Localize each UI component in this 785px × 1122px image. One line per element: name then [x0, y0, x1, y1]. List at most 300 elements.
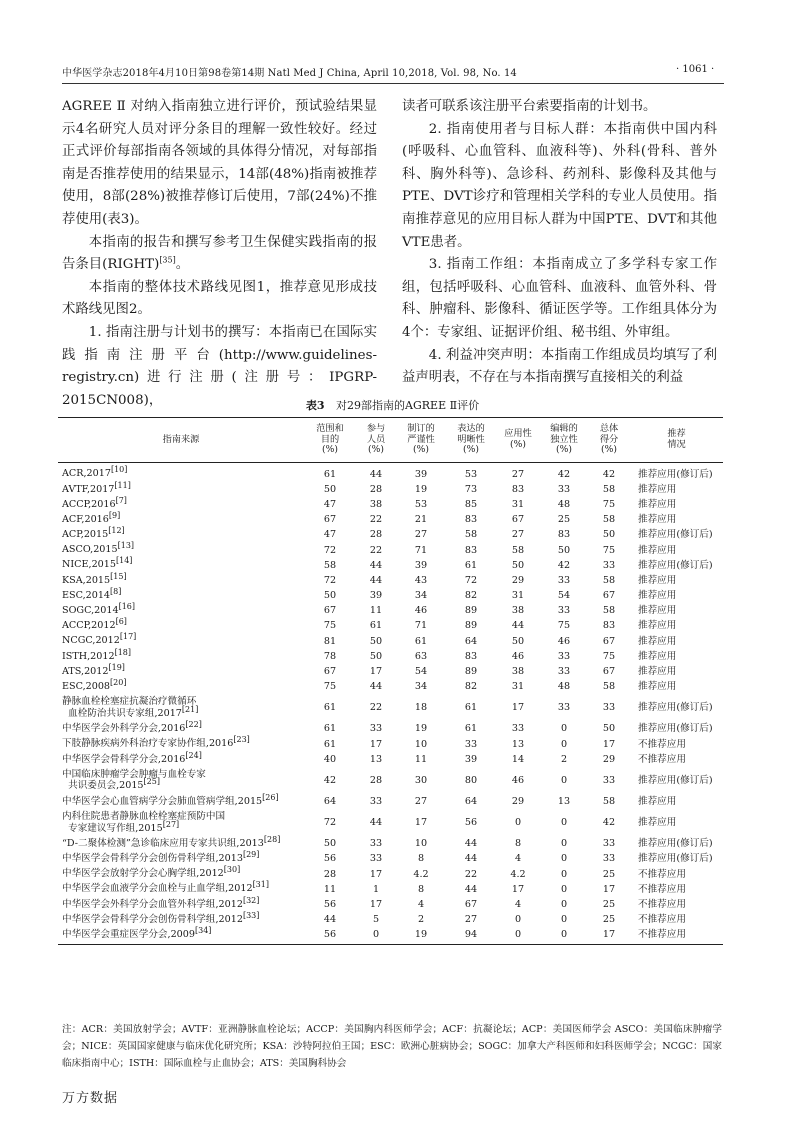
- guideline-source: NCGC,2012[17]: [62, 632, 137, 647]
- score-cell: 11: [323, 883, 337, 895]
- score-cell: 25: [602, 914, 616, 926]
- guideline-source: 中华医学会重症医学分会,2009[34]: [58, 927, 304, 945]
- score-cell: 58: [323, 559, 337, 571]
- guideline-source: 中华医学会血液学分会血栓与止血学组,2012[31]: [62, 880, 269, 895]
- score-cell: 58: [602, 681, 616, 693]
- score-cell: 17: [369, 738, 383, 750]
- score-cell: 39: [414, 559, 428, 571]
- citation: [29]: [242, 849, 260, 859]
- score-cell: 58: [511, 544, 525, 556]
- citation: [34]: [195, 925, 212, 935]
- table-row: [58, 912, 723, 927]
- score-cell: 28: [369, 774, 383, 786]
- paragraph: AGREE Ⅱ 对纳入指南独立进行评价，预试验结果显示4名研究人员对评分条目的理解一致性较好。经过正式评价每部指南各领域的具体得分情况，对每部指南是否推荐使用的结果显示，14部(48%)指南被推荐使用，8部(28%)被推荐修订后使用，7部(24%)不推荐使用(表3)。: [62, 99, 377, 227]
- score-cell: 33: [557, 483, 571, 495]
- score-cell: 29: [511, 795, 525, 807]
- score-cell: 56: [304, 927, 356, 945]
- running-header: 中华医学杂志2018年4月10日第98卷第14期 Natl Med J China, April 10,2018, Vol. 98, No. 14: [62, 68, 517, 79]
- table-row: [58, 767, 723, 794]
- score-cell: 8: [417, 883, 425, 895]
- score-cell: 5: [372, 914, 380, 926]
- table-row: [58, 482, 723, 497]
- score-cell: 22: [369, 544, 383, 556]
- score-cell: 0: [560, 723, 568, 735]
- guideline-source: 中华医学会骨科学分会创伤骨科学组,2012[33]: [62, 910, 260, 925]
- paragraph: 本指南的报告和撰写参考卫生保健实践指南的报告条目(RIGHT)[35]。: [62, 234, 377, 273]
- score-cell: 50: [323, 590, 337, 602]
- score-cell: 31: [511, 681, 525, 693]
- score-cell: 53: [414, 498, 428, 510]
- guideline-source: AVTF,2017[11]: [62, 480, 131, 495]
- score-cell: 39: [369, 590, 383, 602]
- paragraph: 3. 指南工作组：本指南成立了多学科专家工作组，包括呼吸科、心血管科、血液科、血管外科、骨科、肿瘤科、影像科、循证医学等。工作组具体分为4个：专家组、证据评价组、秘书组、外审组。: [402, 257, 717, 340]
- guideline-source: ISTH,2012[18]: [62, 647, 132, 662]
- score-cell: 33: [464, 738, 478, 750]
- table-row: [58, 851, 723, 866]
- citation: [9]: [108, 510, 121, 520]
- score-cell: 44: [464, 853, 478, 865]
- guideline-source: ESC,2014[8]: [62, 586, 122, 601]
- score-cell: 50: [602, 529, 616, 541]
- recommendation-cell: 不推荐应用: [638, 914, 686, 926]
- score-cell: 83: [464, 650, 478, 662]
- score-cell: 29: [511, 574, 525, 586]
- citation: [7]: [115, 495, 127, 505]
- score-cell: 27: [414, 795, 428, 807]
- score-cell: 0: [560, 774, 568, 786]
- column-header-independence: 编辑的 独立性 (%): [540, 418, 588, 463]
- score-cell: 33: [602, 559, 616, 571]
- score-cell: 75: [602, 544, 616, 556]
- guideline-source: ATS,2012[19]: [62, 662, 125, 677]
- score-cell: 0: [560, 914, 568, 926]
- recommendation-cell: 推荐应用: [638, 544, 677, 556]
- score-cell: 17: [369, 868, 383, 880]
- score-cell: 73: [464, 483, 478, 495]
- citation: [15]: [110, 571, 127, 581]
- recommendation-cell: 推荐应用(修订后): [638, 838, 713, 850]
- score-cell: 42: [602, 817, 616, 829]
- column-header-applicability: 应用性 (%): [496, 418, 540, 463]
- score-cell: 18: [414, 702, 428, 714]
- score-cell: 71: [414, 544, 428, 556]
- score-cell: 75: [602, 498, 616, 510]
- table-row: [58, 836, 723, 851]
- header-rule: [62, 83, 724, 84]
- score-cell: 17: [369, 666, 383, 678]
- score-cell: 33: [602, 838, 616, 850]
- table-row: [58, 927, 723, 945]
- score-cell: 83: [464, 544, 478, 556]
- score-cell: 82: [464, 590, 478, 602]
- score-cell: 64: [464, 795, 478, 807]
- score-cell: 33: [557, 666, 571, 678]
- score-cell: 1: [372, 883, 380, 895]
- score-cell: 47: [323, 498, 337, 510]
- score-cell: 0: [560, 817, 568, 829]
- score-cell: 27: [511, 529, 525, 541]
- recommendation-cell: 推荐应用: [638, 817, 677, 829]
- score-cell: 0: [560, 738, 568, 750]
- table-row: [58, 866, 723, 881]
- recommendation-cell: 推荐应用: [638, 795, 677, 807]
- table-row: [58, 752, 723, 767]
- score-cell: 44: [464, 838, 478, 850]
- guideline-source: 中华医学会骨科学分会创伤骨科学组,2013[29]: [62, 849, 260, 865]
- score-cell: 48: [557, 681, 571, 693]
- table-caption: 表3 对29部指南的AGREE Ⅱ评价: [305, 399, 480, 412]
- recommendation-cell: 不推荐应用: [638, 868, 686, 880]
- table-row: [58, 882, 723, 897]
- score-cell: 33: [557, 702, 571, 714]
- table-row: [58, 634, 723, 649]
- score-cell: 50: [323, 483, 337, 495]
- score-cell: 44: [464, 883, 478, 895]
- guideline-source: 中国临床肿瘤学会肿瘤与血栓专家 共识委员会,2015[25]: [62, 768, 206, 792]
- score-cell: 25: [557, 514, 571, 526]
- score-cell: 81: [323, 635, 337, 647]
- citation: [28]: [263, 834, 281, 844]
- score-cell: 44: [369, 559, 383, 571]
- score-cell: 14: [511, 753, 525, 765]
- score-cell: 10: [414, 738, 428, 750]
- score-cell: 61: [464, 723, 478, 735]
- guideline-source: 静脉血栓栓塞症抗凝治疗微循环 血栓防治共识专家组,2017[21]: [62, 696, 199, 719]
- citation: [35]: [159, 255, 176, 265]
- score-cell: 89: [464, 666, 478, 678]
- score-cell: 30: [414, 774, 428, 786]
- recommendation-cell: 推荐应用(修订后): [638, 853, 713, 865]
- right-column: [402, 96, 717, 390]
- table-row: [58, 527, 723, 542]
- guideline-source: ACP,2015[12]: [62, 525, 125, 541]
- score-cell: 17: [369, 898, 383, 910]
- score-cell: 25: [602, 898, 616, 910]
- score-cell: 56: [323, 898, 337, 910]
- column-header-rigor: 制订的 严谨性 (%): [396, 418, 446, 463]
- score-cell: 83: [557, 529, 571, 541]
- score-cell: 21: [414, 514, 428, 526]
- score-cell: 82: [464, 681, 478, 693]
- citation: [27]: [162, 819, 180, 829]
- citation: [20]: [110, 677, 127, 687]
- table-row: [58, 679, 723, 694]
- guideline-source: NICE,2015[14]: [62, 556, 133, 571]
- score-cell: 44: [323, 914, 337, 926]
- score-cell: 64: [464, 635, 478, 647]
- table-note: 注：ACR：美国放射学会；AVTF：亚洲静脉血栓论坛；ACCP：美国胸内科医师学会；ACF：抗凝论坛；ACP：美国医师学会 ASCO：美国临床肿瘤学会；NICE：英国国家健康与临床优化研究所；KSA：沙特阿拉伯王国；ESC：欧洲心脏病协会；SOGC：加拿大产科医师和妇科医师学会；NCGC：国家临床指南中心；ISTH：国际血栓与止血协会；ATS：美国胸科协会: [62, 1024, 722, 1069]
- column-header-recommendation: 推荐 情况: [630, 418, 723, 463]
- recommendation-cell: 不推荐应用: [638, 898, 686, 910]
- score-cell: 72: [323, 817, 337, 829]
- table-row: [58, 462, 723, 482]
- score-cell: 33: [602, 702, 616, 714]
- score-cell: 58: [602, 605, 616, 617]
- table-row: [58, 794, 723, 809]
- table-row: [58, 897, 723, 912]
- recommendation-cell: 推荐应用: [638, 635, 677, 647]
- recommendation-cell: 推荐应用(修订后): [638, 702, 713, 714]
- score-cell: 17: [511, 883, 525, 895]
- guideline-source: SOGC,2014[16]: [62, 601, 135, 617]
- score-cell: 28: [323, 868, 337, 880]
- score-cell: 58: [602, 795, 616, 807]
- score-cell: 0: [560, 853, 568, 865]
- score-cell: 38: [369, 498, 383, 510]
- score-cell: 10: [414, 838, 428, 850]
- score-cell: 75: [557, 620, 571, 632]
- citation: [30]: [223, 865, 241, 875]
- table-row: [58, 737, 723, 752]
- guideline-source: ACR,2017[10]: [62, 465, 128, 480]
- paragraph: 1. 指南注册与计划书的撰写：本指南已在国际实践指南注册平台(http://www.guidelines-registry.cn)进行注册(注册号：IPGRP-2015CN008)，: [62, 324, 377, 408]
- score-cell: 44: [369, 681, 383, 693]
- score-cell: 0: [540, 927, 588, 945]
- score-cell: 19: [414, 723, 428, 735]
- recommendation-cell: 推荐应用(修订后): [638, 723, 713, 735]
- column-header-participants: 参与 人员 (%): [356, 418, 396, 463]
- score-cell: 33: [557, 574, 571, 586]
- score-cell: 33: [602, 853, 616, 865]
- score-cell: 22: [369, 702, 383, 714]
- score-cell: 4.2: [413, 868, 429, 880]
- score-cell: 33: [557, 605, 571, 617]
- score-cell: 27: [414, 529, 428, 541]
- citation: [25]: [143, 777, 160, 787]
- citation: [24]: [185, 750, 202, 760]
- table-header-row: [58, 418, 723, 463]
- column-header-scope: 范围和 目的 (%): [304, 418, 356, 463]
- score-cell: 0: [356, 927, 396, 945]
- citation: [32]: [242, 895, 260, 905]
- citation: [16]: [118, 601, 135, 611]
- citation: [8]: [110, 586, 122, 596]
- score-cell: 50: [511, 635, 525, 647]
- score-cell: 8: [514, 838, 522, 850]
- score-cell: 33: [511, 723, 525, 735]
- table-row: [58, 809, 723, 836]
- score-cell: 75: [602, 650, 616, 662]
- table-row: [58, 558, 723, 573]
- score-cell: 40: [323, 753, 337, 765]
- score-cell: 67: [323, 666, 337, 678]
- score-cell: 46: [511, 650, 525, 662]
- score-cell: 54: [414, 666, 428, 678]
- recommendation-cell: 推荐应用: [638, 666, 677, 678]
- score-cell: 0: [560, 838, 568, 850]
- score-cell: 0: [496, 927, 540, 945]
- score-cell: 17: [511, 702, 525, 714]
- recommendation-cell: 推荐应用: [638, 514, 677, 526]
- score-cell: 42: [323, 774, 337, 786]
- score-cell: 46: [511, 774, 525, 786]
- citation: [13]: [117, 541, 135, 551]
- score-cell: 50: [511, 559, 525, 571]
- score-cell: 75: [323, 620, 337, 632]
- citation: [31]: [252, 880, 269, 890]
- score-cell: 19: [414, 483, 428, 495]
- recommendation-cell: 推荐应用: [638, 650, 677, 662]
- table-row: [58, 512, 723, 527]
- score-cell: 22: [464, 868, 478, 880]
- column-header-overall: 总体 得分 (%): [588, 418, 630, 463]
- citation: [11]: [114, 480, 131, 490]
- guideline-source: 中华医学会外科学分会,2016[22]: [62, 719, 202, 735]
- score-cell: 38: [511, 605, 525, 617]
- citation: [23]: [233, 735, 250, 745]
- score-cell: 54: [557, 590, 571, 602]
- paragraph: 本指南的整体技术路线见图1，推荐意见形成技术路线见图2。: [62, 279, 377, 318]
- score-cell: 50: [557, 544, 571, 556]
- left-column: [62, 96, 377, 412]
- score-cell: 28: [369, 529, 383, 541]
- guideline-source: ACCP,2016[7]: [62, 495, 127, 510]
- score-cell: 13: [511, 738, 525, 750]
- citation: [17]: [119, 632, 137, 642]
- guideline-source: 中华医学会外科学分会血管外科学组,2012[32]: [62, 895, 260, 910]
- guideline-source: 内科住院患者静脉血栓栓塞症预防中国 专家建议写作组,2015[27]: [62, 811, 226, 834]
- recommendation-cell: 推荐应用: [638, 681, 677, 693]
- table-row: [58, 721, 723, 736]
- table-row: [58, 573, 723, 588]
- score-cell: 67: [602, 666, 616, 678]
- score-cell: 11: [414, 753, 428, 765]
- citation: [19]: [108, 662, 125, 672]
- score-cell: 44: [369, 817, 383, 829]
- score-cell: 28: [369, 483, 383, 495]
- column-header-clarity: 表达的 明晰性 (%): [446, 418, 496, 463]
- score-cell: 11: [369, 605, 383, 617]
- guideline-source: KSA,2015[15]: [62, 571, 127, 586]
- score-cell: 61: [464, 559, 478, 571]
- score-cell: 25: [602, 868, 616, 880]
- score-cell: 42: [557, 468, 571, 480]
- score-cell: 83: [602, 620, 616, 632]
- citation: [6]: [115, 617, 127, 627]
- guideline-source: 中华医学会心血管病学分会肺血管病学组,2015[26]: [62, 792, 279, 807]
- score-cell: 71: [414, 620, 428, 632]
- score-cell: 67: [602, 590, 616, 602]
- score-cell: 61: [414, 635, 428, 647]
- score-cell: 8: [417, 853, 425, 865]
- citation: [22]: [185, 719, 202, 729]
- table-row: [58, 497, 723, 512]
- score-cell: 31: [511, 590, 525, 602]
- score-cell: 50: [369, 650, 383, 662]
- score-cell: 47: [323, 529, 337, 541]
- citation: [21]: [181, 704, 199, 714]
- watermark-logo: 万方数据: [62, 1091, 119, 1106]
- score-cell: 4.2: [510, 868, 526, 880]
- score-cell: 33: [369, 723, 383, 735]
- score-cell: 83: [511, 483, 525, 495]
- score-cell: 61: [369, 620, 383, 632]
- score-cell: 31: [511, 498, 525, 510]
- guideline-source: ESC,2008[20]: [62, 677, 127, 692]
- citation: [10]: [110, 465, 128, 475]
- score-cell: 27: [511, 468, 525, 480]
- score-cell: 63: [414, 650, 428, 662]
- guideline-source: “D-二聚体检测”急诊临床应用专家共识组,2013[28]: [62, 834, 281, 849]
- guideline-source: 中华医学会放射学分会心胸学组,2012[30]: [62, 865, 241, 880]
- score-cell: 43: [414, 574, 428, 586]
- score-cell: 89: [464, 605, 478, 617]
- score-cell: 61: [323, 468, 337, 480]
- score-cell: 50: [369, 635, 383, 647]
- score-cell: 0: [560, 898, 568, 910]
- score-cell: 44: [369, 468, 383, 480]
- score-cell: 17: [602, 738, 616, 750]
- recommendation-cell: 不推荐应用: [638, 738, 686, 750]
- recommendation-cell: 不推荐应用: [638, 883, 686, 895]
- paragraph: 2. 指南使用者与目标人群：本指南供中国内科(呼吸科、心血管科、血液科等)、外科(骨科、普外科、胸外科等)、急诊科、药剂科、影像科及其他与PTE、DVT诊疗和管理相关学科的专业人员使用。指南推荐意见的应用目标人群为中国PTE、DVT和其他VTE患者。: [402, 121, 717, 250]
- score-cell: 27: [464, 914, 478, 926]
- score-cell: 19: [396, 927, 446, 945]
- score-cell: 42: [557, 559, 571, 571]
- recommendation-cell: 推荐应用: [638, 574, 677, 586]
- score-cell: 33: [369, 838, 383, 850]
- recommendation-cell: 推荐应用(修订后): [638, 529, 713, 541]
- table-row: [58, 694, 723, 721]
- table-row: [58, 603, 723, 618]
- page-number: · 1061 ·: [676, 64, 715, 75]
- score-cell: 58: [602, 514, 616, 526]
- score-cell: 33: [369, 853, 383, 865]
- score-cell: 85: [464, 498, 478, 510]
- citation: [12]: [108, 525, 125, 535]
- recommendation-cell: 推荐应用: [638, 590, 677, 602]
- score-cell: 78: [323, 650, 337, 662]
- table-body: [58, 462, 723, 945]
- score-cell: 72: [464, 574, 478, 586]
- score-cell: 17: [414, 817, 428, 829]
- citation: [14]: [116, 556, 133, 566]
- score-cell: 13: [369, 753, 383, 765]
- score-cell: 17: [588, 927, 630, 945]
- score-cell: 72: [323, 544, 337, 556]
- score-cell: 67: [323, 514, 337, 526]
- score-cell: 44: [369, 574, 383, 586]
- score-cell: 33: [602, 774, 616, 786]
- recommendation-cell: 推荐应用: [638, 498, 677, 510]
- score-cell: 4: [514, 898, 522, 910]
- score-cell: 50: [323, 838, 337, 850]
- table-row: [58, 542, 723, 557]
- recommendation-cell: 推荐应用: [638, 620, 677, 632]
- score-cell: 61: [323, 723, 337, 735]
- score-cell: 56: [464, 817, 478, 829]
- score-cell: 0: [514, 914, 522, 926]
- recommendation-cell: 推荐应用: [638, 483, 677, 495]
- score-cell: 13: [557, 795, 571, 807]
- recommendation-cell: 不推荐应用: [630, 927, 723, 945]
- citation: [26]: [262, 792, 279, 802]
- score-cell: 4: [514, 853, 522, 865]
- score-cell: 33: [557, 650, 571, 662]
- score-cell: 39: [414, 468, 428, 480]
- citation: [18]: [114, 647, 132, 657]
- score-cell: 83: [464, 514, 478, 526]
- guideline-source: ASCO,2015[13]: [62, 541, 135, 556]
- paragraph: 4. 利益冲突声明：本指南工作组成员均填写了利益声明表，不存在与本指南撰写直接相关的利益: [402, 347, 717, 386]
- guideline-source: ACCP,2012[6]: [62, 617, 127, 632]
- score-cell: 50: [602, 723, 616, 735]
- score-cell: 29: [602, 753, 616, 765]
- score-cell: 53: [464, 468, 478, 480]
- table-row: [58, 618, 723, 633]
- score-cell: 80: [464, 774, 478, 786]
- score-cell: 72: [323, 574, 337, 586]
